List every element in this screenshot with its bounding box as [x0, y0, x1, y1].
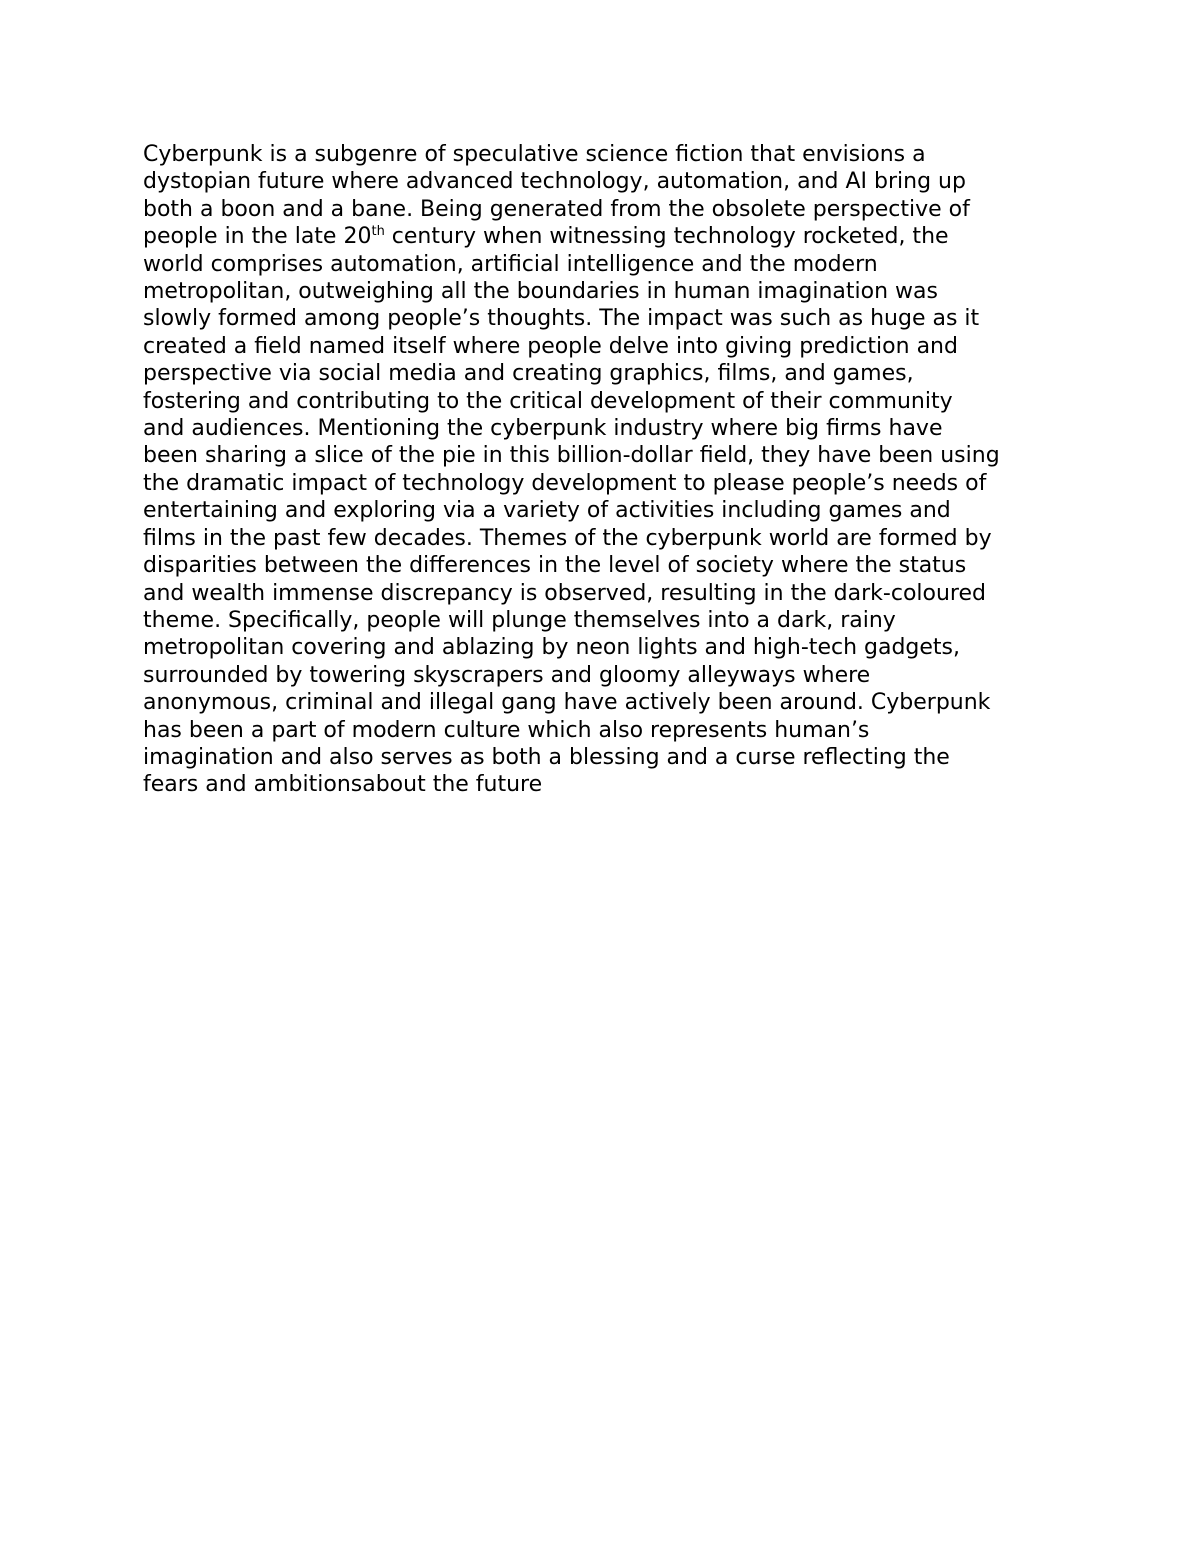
text-line-12: been sharing a slice of the pie in this billion-dollar field, they have been using — [143, 443, 1000, 469]
text-line-15: films in the past few decades. Themes of the cyberpunk world are formed by — [143, 525, 992, 551]
text-line-21: anonymous, criminal and illegal gang have actively been around. Cyberpunk — [143, 690, 991, 716]
text-line-11: and audiences. Mentioning the cyberpunk industry where big firms have — [143, 416, 943, 442]
text-line-13: the dramatic impact of technology development to please people’s needs of — [143, 470, 987, 496]
text-line-17: and wealth immense discrepancy is observed, resulting in the dark-coloured — [143, 580, 986, 606]
text-line-4-after: century when witnessing technology rocketed, the — [384, 224, 949, 250]
text-line-10: fostering and contributing to the critical development of their community — [143, 388, 953, 414]
text-line-2: dystopian future where advanced technology, automation, and AI bring up — [143, 169, 966, 195]
text-line-16: disparities between the differences in the level of society where the status — [143, 553, 967, 579]
text-line-5: world comprises automation, artificial intelligence and the modern — [143, 251, 878, 277]
text-line-19: metropolitan covering and ablazing by neon lights and high-tech gadgets, — [143, 635, 960, 661]
text-line-14: entertaining and exploring via a variety of activities including games and — [143, 498, 951, 524]
text-line-24: fears and ambitionsabout the future — [143, 772, 543, 798]
text-line-4-before: people in the late 20 — [143, 224, 372, 250]
text-line-18: theme. Specifically, people will plunge themselves into a dark, rainy — [143, 607, 896, 633]
body-paragraph — [143, 141, 1083, 799]
text-line-6: metropolitan, outweighing all the boundaries in human imagination was — [143, 279, 938, 305]
text-line-22: has been a part of modern culture which also represents human’s — [143, 717, 870, 743]
text-line-9: perspective via social media and creating graphics, films, and games, — [143, 361, 914, 387]
text-line-23: imagination and also serves as both a blessing and a curse reflecting the — [143, 744, 950, 770]
text-line-1: Cyberpunk is a subgenre of speculative science fiction that envisions a — [143, 142, 926, 167]
text-line-8: created a field named itself where people delve into giving prediction and — [143, 333, 958, 359]
ordinal-superscript: th — [371, 224, 385, 240]
text-line-7: slowly formed among people’s thoughts. The impact was such as huge as it — [143, 306, 980, 332]
text-line-3: both a boon and a bane. Being generated from the obsolete perspective of — [143, 196, 970, 222]
text-line-4 — [143, 223, 1083, 250]
text-line-20: surrounded by towering skyscrapers and gloomy alleyways where — [143, 662, 871, 688]
